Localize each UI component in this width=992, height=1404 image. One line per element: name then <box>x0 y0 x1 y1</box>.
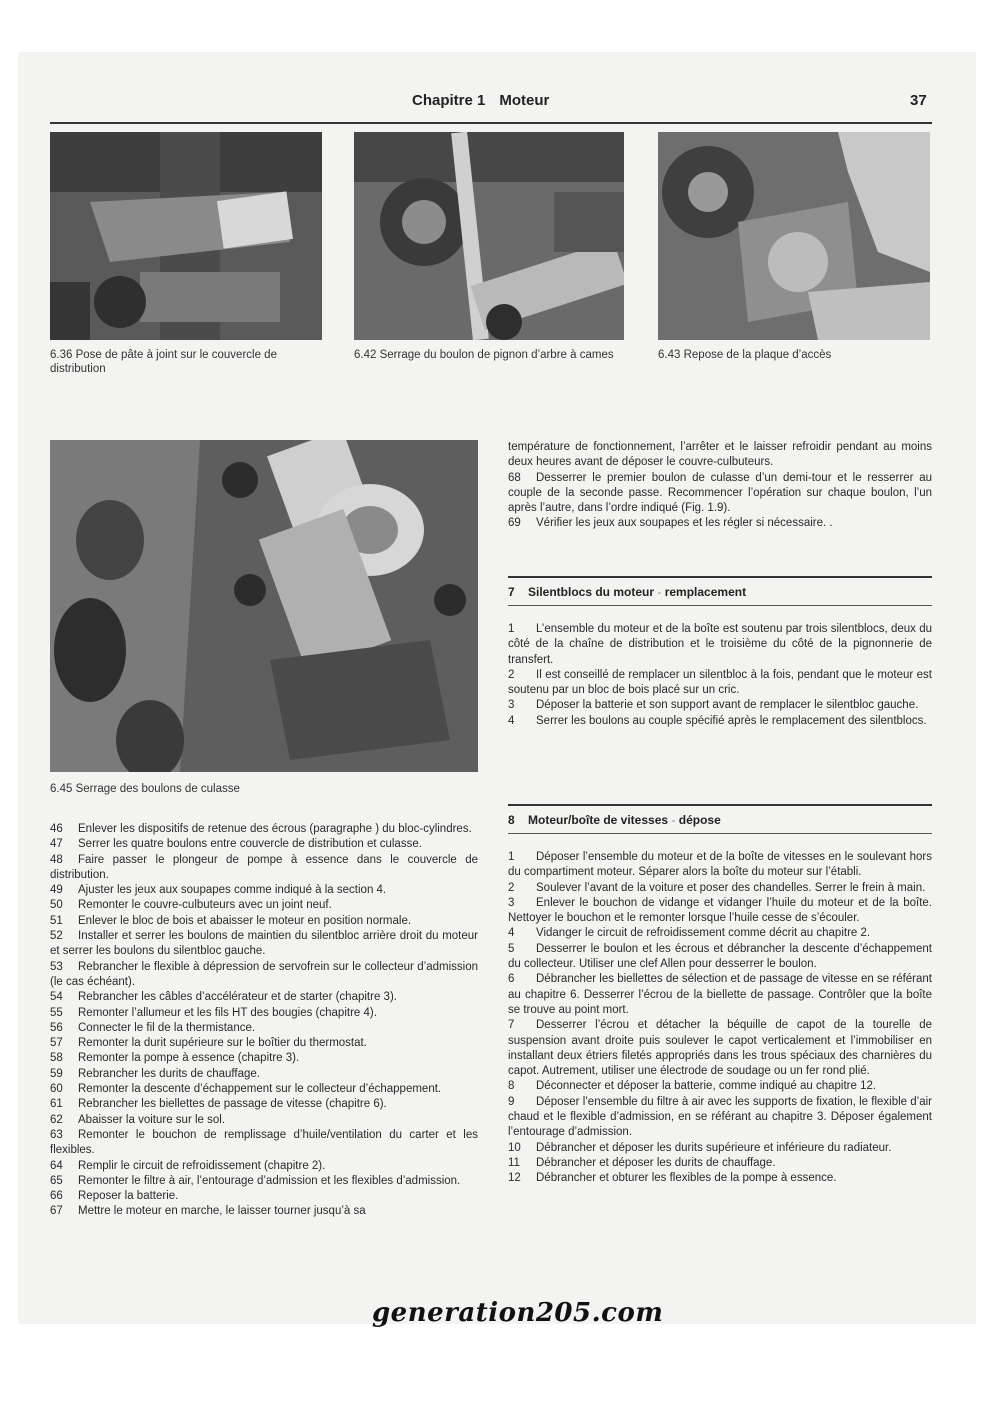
paragraph <box>50 1174 478 1189</box>
paragraph-number: 11 <box>508 1156 520 1169</box>
figure-caption-6-36 <box>50 348 325 376</box>
paragraph-number: 61 <box>50 1098 63 1111</box>
paragraph <box>50 822 478 837</box>
paragraph-text: Vérifier les jeux aux soupapes et les régler si nécessaire. . <box>536 517 833 530</box>
paragraph-text: température de fonctionnement, l’arrêter et le laisser refroidir pendant au moins deux heures avant de déposer le couvre-culbuteurs. <box>508 441 932 469</box>
paragraph-number: 48 <box>50 853 63 866</box>
paragraph-number: 63 <box>50 1128 63 1141</box>
right-continuation-text <box>508 440 932 532</box>
paragraph <box>50 1128 478 1159</box>
caption-text: Serrage des boulons de culasse <box>75 783 240 795</box>
paragraph <box>508 1079 932 1094</box>
paragraph-text: Débrancher et déposer les durits de chauffage. <box>536 1156 776 1169</box>
paragraph-text: Débrancher et déposer les durits supérieure et inférieure du radiateur. <box>536 1141 892 1154</box>
paragraph-text: Reposer la batterie. <box>78 1190 179 1203</box>
paragraph-text: Serrer les boulons au couple spécifié après le remplacement des silentblocs. <box>536 714 927 727</box>
paragraph-number: 69 <box>508 517 521 530</box>
paragraph <box>508 622 932 668</box>
paragraph <box>508 881 932 896</box>
photo-6-36 <box>50 132 322 340</box>
paragraph <box>50 914 478 929</box>
paragraph-number: 6 <box>508 973 515 986</box>
paragraph-text: Remonter la descente d’échappement sur le collecteur d’échappement. <box>78 1083 442 1096</box>
paragraph-number: 1 <box>508 851 515 863</box>
paragraph <box>50 1021 478 1036</box>
section-subtitle: remplacement <box>664 585 747 599</box>
section-number: 7 <box>508 585 515 599</box>
paragraph-text: Desserrer le premier boulon de culasse d’un demi-tour et le resserrer au couple de la seconde passe. Recommencer l’opération sur chaque boulon, l’un après l’autre, dans l’ordre indiqué (Fig. 1.9). <box>508 471 932 515</box>
paragraph-number: 59 <box>50 1067 63 1080</box>
paragraph <box>50 1082 478 1097</box>
paragraph <box>50 1067 478 1082</box>
section-8-heading <box>508 813 721 827</box>
paragraph-text: Remplir le circuit de refroidissement (chapitre 2). <box>78 1159 326 1172</box>
caption-number: 6.45 <box>50 783 73 795</box>
chapter-label: Chapitre 1 <box>412 92 486 109</box>
paragraph-text: Mettre le moteur en marche, le laisser tourner jusqu’à sa <box>78 1205 366 1218</box>
paragraph-text: Desserrer l’écrou et détacher la béquille de capot de la tourelle de suspension avant droite puis soulever le capot verticalement et l’immobiliser en installant deux étriers filetés appropriés dans les trous spéciaux des charnières du capot. Autrement, utiliser une électrode de soudage ou un fer rond plié. <box>508 1019 932 1078</box>
paragraph-number: 66 <box>50 1190 63 1203</box>
paragraph-number: 49 <box>50 884 63 897</box>
paragraph <box>50 960 478 991</box>
figure-caption-6-43 <box>658 348 928 362</box>
paragraph-number: 2 <box>508 881 515 894</box>
paragraph-number: 68 <box>508 471 521 484</box>
paragraph-number: 4 <box>508 927 515 940</box>
caption-text: Serrage du boulon de pignon d’arbre à cames <box>379 349 614 361</box>
paragraph-number: 50 <box>50 899 63 912</box>
paragraph-text: Installer et serrer les boulons de maintien du silentbloc arrière droit du moteur et serrer les boulons du silentbloc gauche. <box>50 930 478 958</box>
paragraph <box>50 1189 478 1204</box>
section-dash: - <box>671 813 676 827</box>
paragraph-text: Enlever le bouchon de vidange et vidanger l’huile du moteur et de la boîte. Nettoyer le bouchon et le remonter lorsque l’huile cesse de s’écouler. <box>508 896 932 925</box>
paragraph-text: Serrer les quatre boulons entre couvercle de distribution et culasse. <box>78 838 422 851</box>
paragraph <box>50 853 478 884</box>
paragraph <box>508 972 932 1018</box>
paragraph-text: Enlever le bloc de bois et abaisser le moteur en position normale. <box>78 914 412 927</box>
paragraph-text: Remonter la durit supérieure sur le boîtier du thermostat. <box>78 1037 367 1050</box>
paragraph-text: Rebrancher les durits de chauffage. <box>78 1067 260 1080</box>
paragraph-text: Il est conseillé de remplacer un silentbloc à la fois, pendant que le moteur est soutenu par un bloc de bois placé sur un cric. <box>508 668 932 697</box>
paragraph-text: Déposer l’ensemble du filtre à air avec les supports de fixation, le flexible d’air chaud et le flexible d’admission, en se référant au chapitre 3. Déposer également l’entourage d’admission. <box>508 1095 932 1139</box>
paragraph-text: Remonter le bouchon de remplissage d’huile/ventilation du carter et les flexibles. <box>50 1128 478 1157</box>
paragraph <box>50 1036 478 1051</box>
paragraph-text: Remonter la pompe à essence (chapitre 3). <box>78 1052 300 1065</box>
section-8-top-rule <box>508 804 932 806</box>
paragraph-text: Enlever les dispositifs de retenue des écrous (paragraphe ) du bloc-cylindres. <box>78 823 472 835</box>
paragraph <box>508 440 932 471</box>
paragraph-number: 57 <box>50 1037 63 1050</box>
section-8-bottom-rule <box>508 833 932 834</box>
paragraph <box>508 471 932 517</box>
paragraph <box>508 1171 932 1186</box>
paragraph-number: 56 <box>50 1021 63 1034</box>
caption-number: 6.36 <box>50 349 73 361</box>
section-title: Silentblocs du moteur <box>528 585 655 599</box>
paragraph-number: 3 <box>508 896 515 909</box>
section-title: Moteur/boîte de vitesses <box>528 813 669 827</box>
paragraph-number: 54 <box>50 991 63 1004</box>
paragraph <box>50 837 478 852</box>
paragraph-number: 51 <box>50 914 63 927</box>
paragraph-number: 10 <box>508 1141 521 1154</box>
section-7-body <box>508 622 932 729</box>
paragraph-number: 8 <box>508 1080 515 1093</box>
paragraph-text: Débrancher les biellettes de sélection et de passage de vitesse en se référant au chapitre 6. Desserrer l’écrou de la biellette de passage. Contrôler que la boîte se trouve au point mort. <box>508 973 932 1016</box>
section-number: 8 <box>508 813 515 827</box>
paragraph-number: 5 <box>508 942 515 955</box>
section-7-heading <box>508 585 746 599</box>
paragraph <box>508 698 932 713</box>
paragraph <box>50 929 478 960</box>
paragraph <box>508 896 932 927</box>
paragraph <box>50 990 478 1005</box>
paragraph-text: Vidanger le circuit de refroidissement comme décrit au chapitre 2. <box>536 927 871 940</box>
paragraph-text: Remonter le filtre à air, l’entourage d’admission et les flexibles d’admission. <box>78 1174 461 1187</box>
paragraph-number: 4 <box>508 714 515 727</box>
figure-caption-6-42 <box>354 348 629 362</box>
paragraph-number: 60 <box>50 1083 63 1096</box>
paragraph-number: 55 <box>50 1006 63 1019</box>
paragraph <box>50 1159 478 1174</box>
header-rule <box>50 122 932 124</box>
paragraph <box>508 1141 932 1156</box>
footer-brand-watermark: generation205.com <box>372 1298 664 1328</box>
photo-6-45 <box>50 440 478 772</box>
paragraph-text: Déposer l’ensemble du moteur et de la boîte de vitesses en le soulevant hors du compartiment moteur. Séparer alors la boîte du moteur sur l’établi. <box>508 851 932 879</box>
paragraph-number: 1 <box>508 623 515 635</box>
chapter-title: Moteur <box>499 92 550 109</box>
page-number: 37 <box>910 92 927 109</box>
paragraph-text: Rebrancher les câbles d’accélérateur et de starter (chapitre 3). <box>78 991 397 1004</box>
figure-caption-6-45 <box>50 782 478 796</box>
chapter-header <box>412 92 549 109</box>
paragraph-number: 67 <box>50 1205 63 1218</box>
paragraph-number: 47 <box>50 838 63 851</box>
caption-number: 6.43 <box>658 349 681 361</box>
paragraph <box>508 926 932 941</box>
paragraph-text: Débrancher et obturer les flexibles de la pompe à essence. <box>536 1172 837 1185</box>
section-subtitle: dépose <box>678 813 721 827</box>
paragraph-text: Desserrer le boulon et les écrous et débrancher la descente d’échappement du collecteur. Utiliser une clef Allen pour desserrer le boulon. <box>508 942 932 971</box>
caption-text: Pose de pâte à joint sur le couvercle de distribution <box>50 349 277 375</box>
paragraph <box>50 1097 478 1112</box>
caption-text: Repose de la plaque d’accès <box>683 349 832 361</box>
paragraph <box>50 1204 478 1219</box>
paragraph-text: L’ensemble du moteur et de la boîte est soutenu par trois silentblocs, deux du côté de la chaîne de distribution et le troisième du côté de la pignonnerie de transfert. <box>508 623 932 666</box>
paragraph <box>50 1051 478 1066</box>
paragraph-number: 12 <box>508 1172 521 1185</box>
paragraph-text: Rebrancher les biellettes de passage de vitesse (chapitre 6). <box>78 1098 387 1111</box>
paragraph-number: 64 <box>50 1159 63 1172</box>
paragraph-text: Rebrancher le flexible à dépression de servofrein sur le collecteur d’admission (le cas échéant). <box>50 960 478 988</box>
paragraph-text: Ajuster les jeux aux soupapes comme indiqué à la section 4. <box>78 884 387 897</box>
section-8-body <box>508 850 932 1187</box>
paragraph-number: 2 <box>508 668 515 681</box>
paragraph <box>50 883 478 898</box>
paragraph <box>508 516 932 531</box>
caption-number: 6.42 <box>354 349 377 361</box>
paragraph-number: 65 <box>50 1174 63 1187</box>
paragraph <box>508 1018 932 1079</box>
paragraph-text: Abaisser la voiture sur le sol. <box>78 1113 226 1126</box>
paragraph <box>50 1113 478 1128</box>
paragraph-number: 3 <box>508 699 515 712</box>
photo-6-43 <box>658 132 930 340</box>
paragraph <box>508 668 932 699</box>
section-7-top-rule <box>508 576 932 578</box>
paragraph-text: Remonter le couvre-culbuteurs avec un joint neuf. <box>78 899 332 912</box>
paragraph <box>508 850 932 881</box>
paragraph-text: Soulever l’avant de la voiture et poser des chandelles. Serrer le frein à main. <box>536 881 926 894</box>
paragraph <box>508 714 932 729</box>
section-7-bottom-rule <box>508 605 932 606</box>
paragraph-number: 53 <box>50 960 63 973</box>
paragraph <box>508 1156 932 1171</box>
paragraph <box>508 942 932 973</box>
paragraph <box>50 1006 478 1021</box>
paragraph <box>508 1095 932 1141</box>
paragraph-text: Connecter le fil de la thermistance. <box>78 1021 256 1034</box>
paragraph-text: Faire passer le plongeur de pompe à essence dans le couvercle de distribution. <box>50 853 478 881</box>
paragraph-number: 52 <box>50 930 63 943</box>
paragraph-text: Déconnecter et déposer la batterie, comme indiqué au chapitre 12. <box>536 1080 877 1093</box>
paragraph-number: 62 <box>50 1113 63 1126</box>
left-text-column <box>50 822 478 1220</box>
photo-6-42 <box>354 132 624 340</box>
paragraph-text: Remonter l’allumeur et les fils HT des bougies (chapitre 4). <box>78 1006 377 1019</box>
paragraph-number: 9 <box>508 1095 515 1108</box>
paragraph-number: 7 <box>508 1019 515 1032</box>
paragraph <box>50 898 478 913</box>
paragraph-text: Déposer la batterie et son support avant de remplacer le silentbloc gauche. <box>536 699 919 712</box>
section-dash: - <box>657 585 662 599</box>
paragraph-number: 58 <box>50 1052 63 1065</box>
paragraph-number: 46 <box>50 823 63 835</box>
